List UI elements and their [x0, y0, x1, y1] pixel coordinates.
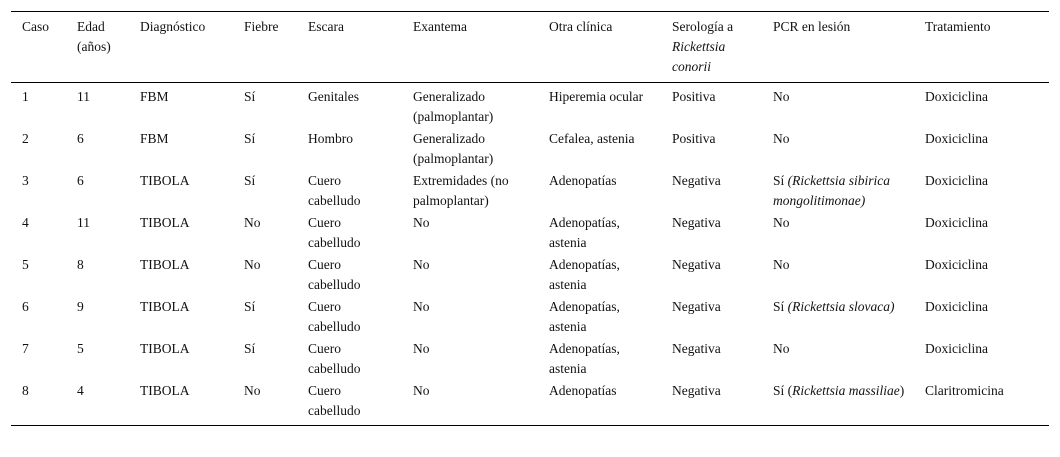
cell-pcr [762, 379, 914, 426]
cell-fiebre: Sí [244, 341, 256, 356]
cell-exantema: Generalizado (palmoplantar) [413, 89, 494, 124]
cell-exantema: Generalizado (palmoplantar) [413, 131, 494, 166]
pcr-result: Sí [773, 173, 788, 188]
cell-serologia: Positiva [672, 89, 716, 104]
header-fiebre: Fiebre [244, 19, 279, 34]
cell-tratamiento: Doxiciclina [925, 131, 988, 146]
cell-tratamiento: Doxiciclina [925, 89, 988, 104]
cell-diagnostico: TIBOLA [140, 257, 190, 272]
cell-tratamiento: Doxiciclina [925, 173, 988, 188]
cell-serologia: Negativa [672, 257, 721, 272]
cell-fiebre: No [244, 215, 261, 230]
cell-escara: Hombro [308, 131, 353, 146]
table-row [11, 83, 1049, 128]
cell-diagnostico: TIBOLA [140, 383, 190, 398]
cell-pcr: No [773, 89, 790, 104]
table-row [11, 169, 1049, 211]
cell-fiebre: Sí [244, 89, 256, 104]
cell-diagnostico: TIBOLA [140, 215, 190, 230]
cell-edad: 6 [77, 173, 84, 188]
cell-serologia: Negativa [672, 215, 721, 230]
cell-otra-clinica: Adenopatías, astenia [549, 215, 620, 250]
table-row [11, 211, 1049, 253]
cell-pcr: No [773, 257, 790, 272]
cell-diagnostico: FBM [140, 89, 169, 104]
cell-exantema: No [413, 215, 430, 230]
header-escara: Escara [308, 19, 344, 34]
cell-exantema: No [413, 299, 430, 314]
cell-fiebre: No [244, 257, 261, 272]
cell-exantema: No [413, 383, 430, 398]
cell-tratamiento: Doxiciclina [925, 215, 988, 230]
cell-tratamiento: Doxiciclina [925, 299, 988, 314]
cell-otra-clinica: Adenopatías, astenia [549, 299, 620, 334]
header-pcr: PCR en lesión [773, 19, 851, 34]
table-row [11, 295, 1049, 337]
cell-pcr: No [773, 215, 790, 230]
cell-edad: 6 [77, 131, 84, 146]
pcr-result: Sí ( [773, 383, 793, 398]
cell-tratamiento: Claritromicina [925, 383, 1004, 398]
cell-fiebre: Sí [244, 299, 256, 314]
cell-fiebre: Sí [244, 131, 256, 146]
cell-pcr [762, 295, 914, 337]
header-exantema: Exantema [413, 19, 467, 34]
cell-escara: Cuero cabelludo [308, 341, 361, 376]
cell-diagnostico: TIBOLA [140, 341, 190, 356]
cell-escara: Cuero cabelludo [308, 173, 361, 208]
cell-caso: 1 [22, 89, 29, 104]
cell-escara: Cuero cabelludo [308, 257, 361, 292]
cell-tratamiento: Doxiciclina [925, 341, 988, 356]
table-row [11, 379, 1049, 426]
cell-serologia: Negativa [672, 173, 721, 188]
cell-otra-clinica: Cefalea, astenia [549, 131, 635, 146]
cell-caso: 2 [22, 131, 29, 146]
table-container [11, 11, 1049, 426]
cell-exantema: No [413, 257, 430, 272]
cell-tratamiento: Doxiciclina [925, 257, 988, 272]
cell-pcr: No [773, 341, 790, 356]
cell-edad: 4 [77, 383, 84, 398]
cell-exantema: Extremidades (no palmoplantar) [413, 173, 509, 208]
header-tratamiento: Tratamiento [925, 19, 991, 34]
pcr-suffix: ) [899, 383, 905, 398]
cell-escara: Cuero cabelludo [308, 299, 361, 334]
cell-serologia: Negativa [672, 299, 721, 314]
cell-pcr [762, 169, 914, 211]
cell-fiebre: No [244, 383, 261, 398]
cell-serologia: Positiva [672, 131, 716, 146]
cell-diagnostico: TIBOLA [140, 299, 190, 314]
cell-diagnostico: FBM [140, 131, 169, 146]
pcr-result: Sí [773, 299, 788, 314]
cell-otra-clinica: Adenopatías [549, 383, 617, 398]
cell-diagnostico: TIBOLA [140, 173, 190, 188]
cell-edad: 11 [77, 89, 90, 104]
cell-otra-clinica: Hiperemia ocular [549, 89, 644, 104]
cell-caso: 7 [22, 341, 29, 356]
header-caso: Caso [22, 19, 49, 34]
table-row [11, 127, 1049, 169]
cell-edad: 9 [77, 299, 84, 314]
header-diagnostico: Diagnóstico [140, 19, 206, 34]
cell-caso: 6 [22, 299, 29, 314]
cell-escara: Cuero cabelludo [308, 215, 361, 250]
pcr-species: (Rickettsia sibirica mongolitimonae) [773, 173, 890, 208]
cell-otra-clinica: Adenopatías, astenia [549, 257, 620, 292]
cell-pcr: No [773, 131, 790, 146]
cell-edad: 11 [77, 215, 90, 230]
cell-escara: Cuero cabelludo [308, 383, 361, 418]
cell-caso: 5 [22, 257, 29, 272]
cell-otra-clinica: Adenopatías [549, 173, 617, 188]
cell-exantema: No [413, 341, 430, 356]
pcr-species: (Rickettsia slovaca) [787, 299, 895, 314]
cell-caso: 3 [22, 173, 29, 188]
cell-serologia: Negativa [672, 383, 721, 398]
header-otra-clinica: Otra clínica [549, 19, 613, 34]
cases-table [11, 11, 1049, 426]
cell-otra-clinica: Adenopatías, astenia [549, 341, 620, 376]
table-row [11, 253, 1049, 295]
table-row [11, 337, 1049, 379]
cell-caso: 8 [22, 383, 29, 398]
cell-edad: 5 [77, 341, 84, 356]
header-row [11, 12, 1049, 83]
cell-fiebre: Sí [244, 173, 256, 188]
header-edad: Edad (años) [77, 19, 111, 54]
cell-escara: Genitales [308, 89, 359, 104]
header-serologia: Serología a Rickettsia conorii [672, 19, 734, 74]
cell-serologia: Negativa [672, 341, 721, 356]
cell-edad: 8 [77, 257, 84, 272]
pcr-species: Rickettsia massiliae [792, 383, 900, 398]
table-body [11, 83, 1049, 426]
cell-caso: 4 [22, 215, 29, 230]
